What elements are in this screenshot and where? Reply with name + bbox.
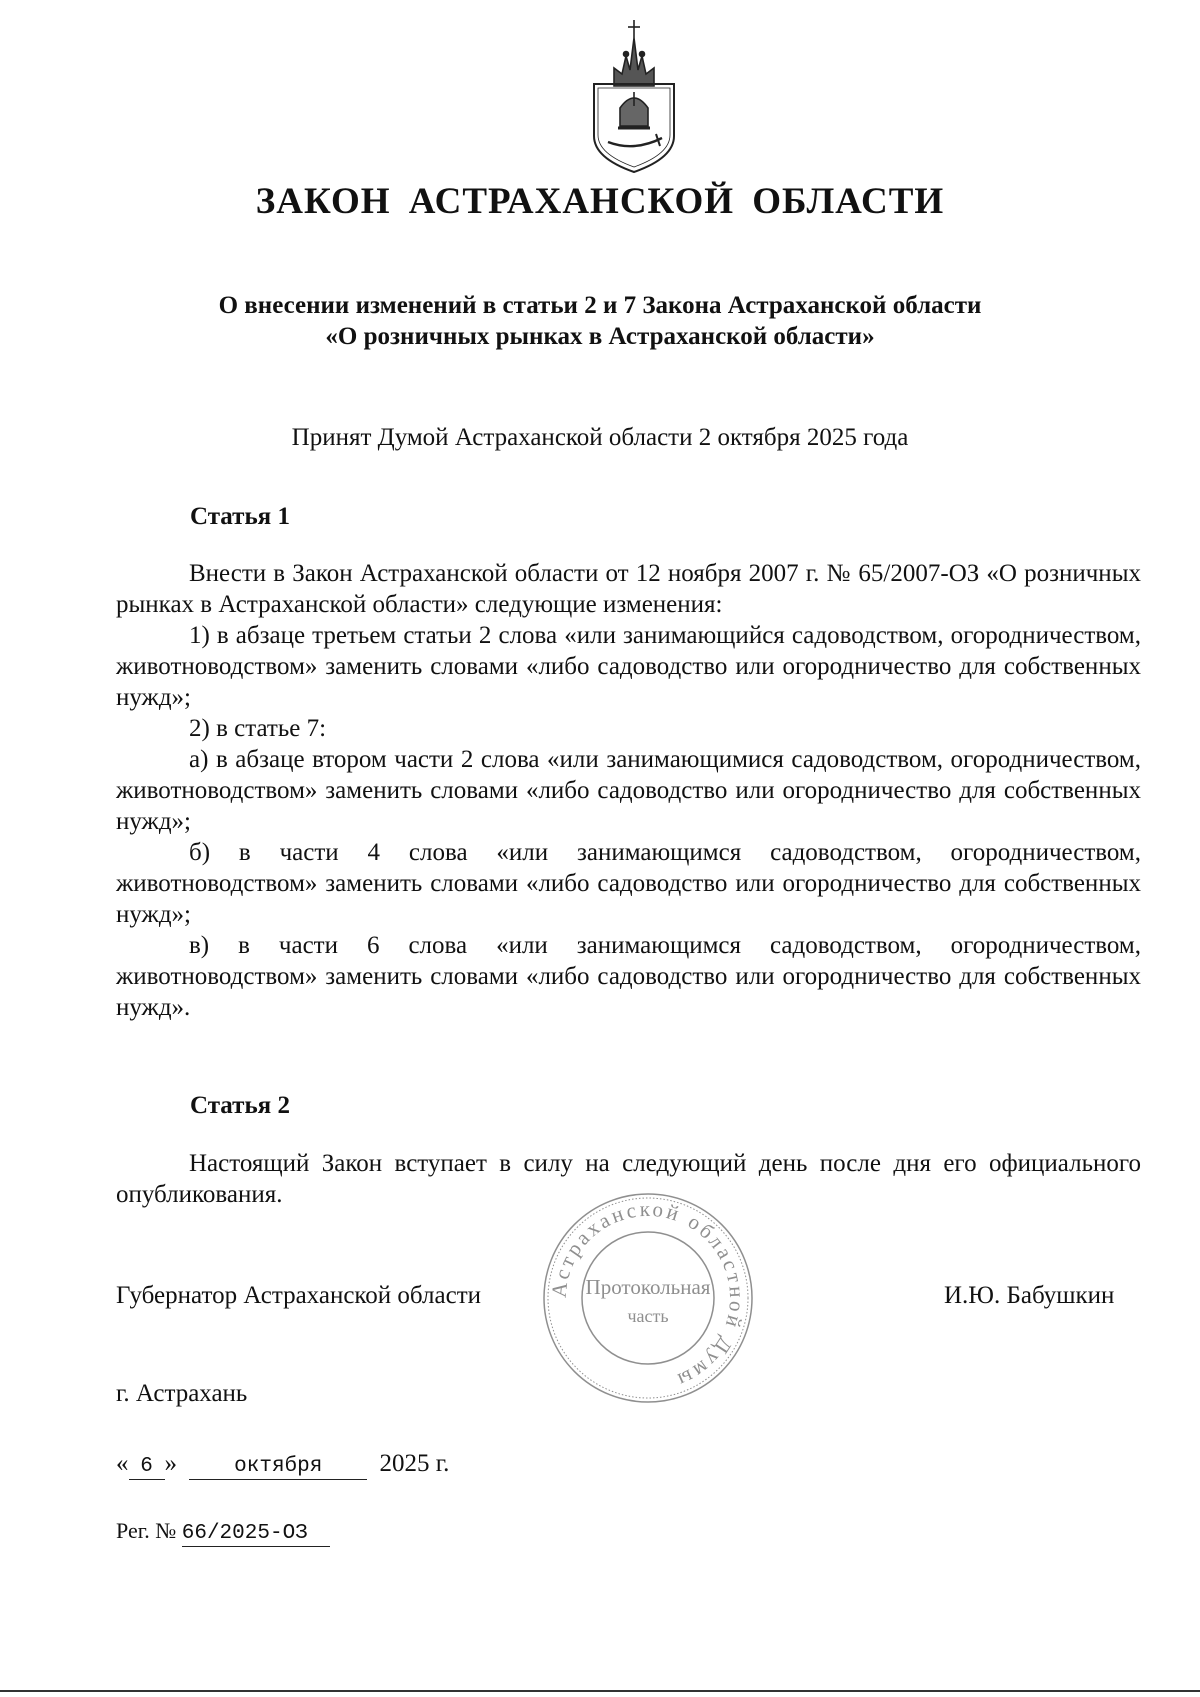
article-1-paragraph: 2) в статье 7: bbox=[189, 715, 327, 742]
stamp-ring-text: Астраханской областной Думы bbox=[546, 1196, 750, 1394]
page-bottom-rule bbox=[0, 1690, 1200, 1692]
date-quote-open: « bbox=[116, 1450, 129, 1477]
registration-label: Рег. № bbox=[116, 1518, 177, 1543]
article-1-body bbox=[116, 558, 1141, 1023]
subtitle-line-1: О внесении изменений в статьи 2 и 7 Закона Астраханской области bbox=[218, 292, 982, 319]
signatory-name: И.Ю. Бабушкин bbox=[944, 1282, 1115, 1309]
article-1-paragraph: б) в части 4 слова «или занимающимся садоводством, огородничеством, животноводством» заменить словами «либо садоводство или огородничество для собственных нужд»; bbox=[116, 839, 1141, 928]
subtitle-line-2: «О розничных рынках в Астраханской области» bbox=[325, 323, 875, 350]
article-1-paragraph: Внести в Закон Астраханской области от 12 ноября 2007 г. № 65/2007-ОЗ «О розничных рынках в Астраханской области» следующие изменения: bbox=[116, 560, 1141, 618]
signatory-position: Губернатор Астраханской области bbox=[116, 1282, 482, 1309]
article-1-paragraph: а) в абзаце втором части 2 слова «или занимающимися садоводством, огородничеством, животноводством» заменить словами «либо садоводство или огородничество для собственных нужд»; bbox=[116, 746, 1141, 835]
official-stamp bbox=[540, 1190, 756, 1406]
stamp-center-line-2: часть bbox=[627, 1306, 669, 1326]
city: г. Астрахань bbox=[116, 1380, 248, 1407]
date-month: октября bbox=[189, 1455, 367, 1480]
article-1-paragraph: 1) в абзаце третьем статьи 2 слова «или занимающийся садоводством, огородничеством, животноводством» заменить словами «либо садоводство или огородничество для собственных нужд»; bbox=[116, 622, 1141, 711]
law-title: ЗАКОН АСТРАХАНСКОЙ ОБЛАСТИ bbox=[255, 181, 945, 222]
registration-line bbox=[116, 1518, 330, 1547]
date-quote-close: » bbox=[164, 1450, 177, 1477]
registration-number: 66/2025-ОЗ bbox=[182, 1522, 330, 1547]
adoption-line: Принят Думой Астраханской области 2 октября 2025 года bbox=[291, 424, 909, 451]
coat-of-arms-icon bbox=[586, 16, 682, 174]
date-day: 6 bbox=[129, 1455, 165, 1480]
stamp-center-line-1: Протокольная bbox=[585, 1275, 711, 1299]
article-2-paragraph: Настоящий Закон вступает в силу на следующий день после дня его официального опубликования. bbox=[116, 1150, 1141, 1208]
law-subtitle bbox=[0, 290, 1200, 352]
article-2-heading: Статья 2 bbox=[190, 1092, 290, 1119]
article-1-heading: Статья 1 bbox=[190, 503, 290, 530]
date-year: 2025 г. bbox=[379, 1450, 450, 1477]
article-1-paragraph: в) в части 6 слова «или занимающимся садоводством, огородничеством, животноводством» заменить словами «либо садоводство или огородничество для собственных нужд». bbox=[116, 932, 1141, 1021]
signing-date bbox=[116, 1450, 449, 1480]
